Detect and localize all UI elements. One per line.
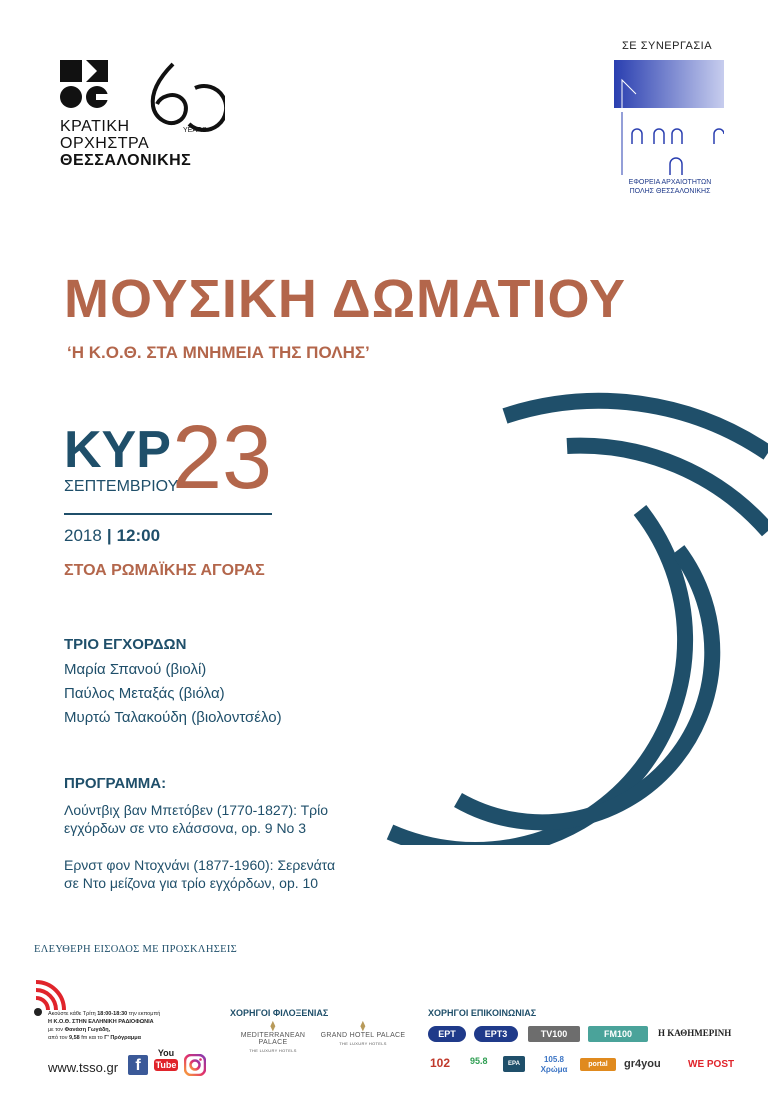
performer-3: Μυρτώ Ταλακούδη (βιολοντσέλο) xyxy=(64,709,282,726)
partner-label: ΣΕ ΣΥΝΕΡΓΑΣΙΑ xyxy=(622,40,713,52)
media-logo-kathimerini: Η ΚΑΘΗΜΕΡΙΝΗ xyxy=(658,1028,732,1038)
event-time: 12:00 xyxy=(116,526,161,545)
orchestra-name-line3: ΘΕΣΣΑΛΟΝΙΚΗΣ xyxy=(60,152,192,169)
performer-1: Μαρία Σπανού (βιολί) xyxy=(64,661,207,678)
hotel-grand-hotel-palace: ⧫ GRAND HOTEL PALACE THE LUXURY HOTELS xyxy=(318,1022,408,1046)
event-subtitle: ‘Η Κ.Ο.Θ. ΣΤΑ ΜΝΗΜΕΙΑ ΤΗΣ ΠΟΛΗΣ’ xyxy=(67,343,370,362)
performer-2: Παύλος Μεταξάς (βιόλα) xyxy=(64,685,225,702)
event-title: ΜΟΥΣΙΚΗ ΔΩΜΑΤΙΟΥ xyxy=(64,269,627,329)
media-logo-chroma: 105.8 Χρώμα xyxy=(540,1055,568,1074)
facebook-icon[interactable]: f xyxy=(128,1055,148,1075)
program-item1-line2: εγχόρδων σε ντο ελάσσονα, op. 9 No 3 xyxy=(64,820,307,836)
free-entry-note: ΕΛΕΥΘΕΡΗ ΕΙΣΟΔΟΣ ΜΕ ΠΡΟΣΚΛΗΣΕΙΣ xyxy=(34,944,238,955)
program-item1-line1: Λούντβιχ βαν Μπετόβεν (1770-1827): Τρίο xyxy=(64,802,329,818)
media-logo-gr4you: gr4you xyxy=(624,1058,661,1070)
media-logo-era: ΕΡΑ xyxy=(503,1056,525,1072)
youtube-icon[interactable]: You Tube xyxy=(155,1048,177,1070)
event-month: ΣΕΠΤΕΜΒΡΙΟΥ xyxy=(64,478,179,495)
orchestra-name-line1: ΚΡΑΤΙΚΗ xyxy=(60,118,130,135)
event-day: ΚΥΡ xyxy=(64,421,171,479)
hotel-mediterranean-palace: ⧫ MEDITERRANEAN PALACE THE LUXURY HOTELS xyxy=(228,1022,318,1053)
media-logo-fm100: FM100 xyxy=(588,1026,648,1042)
hotel-crest-icon: ⧫ xyxy=(360,1021,366,1032)
event-year: 2018 xyxy=(64,526,102,545)
date-divider xyxy=(64,513,272,515)
event-date-number: 23 xyxy=(172,408,273,508)
media-logo-wepost: WE POST xyxy=(688,1059,735,1070)
program-item2-line1: Ερνστ φον Ντοχνάνι (1877-1960): Σερενάτα xyxy=(64,857,336,873)
media-logo-958: 95.8 xyxy=(470,1056,488,1066)
instagram-icon[interactable] xyxy=(184,1054,206,1076)
radio-info: Ακούστε κάθε Τρίτη 18:00-18:30 την εκπομπή Η Κ.Ο.Θ. ΣΤΗΝ ΕΛΛΗΝΙΚΗ ΡΑΔΙΟΦΩΝΙΑ με τον Φανάση Γωγάδη, από τον 9,58 fm και το Γ' Πρόγραμμα xyxy=(48,1011,161,1041)
media-logo-tv100: TV100 xyxy=(528,1026,580,1042)
media-logo-portal: portal xyxy=(580,1058,616,1071)
orchestra-name-line2: ΟΡΧΗΣΤΡΑ xyxy=(60,135,150,152)
media-logo-102: 102 xyxy=(430,1056,451,1070)
hotel-crest-icon: ⧫ xyxy=(270,1021,276,1032)
partner-name-line1: ΕΦΟΡΕΙΑ ΑΡΧΑΙΟΤΗΤΩΝ xyxy=(628,179,712,186)
hospitality-sponsors-heading: ΧΟΡΗΓΟΙ ΦΙΛΟΞΕΝΙΑΣ xyxy=(230,1008,329,1018)
media-sponsors-heading: ΧΟΡΗΓΟΙ ΕΠΙΚΟΙΝΩΝΙΑΣ xyxy=(428,1008,537,1018)
event-venue: ΣΤΟΑ ΡΩΜΑΪΚΗΣ ΑΓΟΡΑΣ xyxy=(64,562,265,579)
sixty-years-icon xyxy=(145,58,225,138)
media-logo-ert3: ΕΡΤ3 xyxy=(474,1026,518,1042)
website-link[interactable]: www.tsso.gr xyxy=(48,1060,119,1075)
event-year-time xyxy=(64,526,160,546)
media-logo-ert: ΕΡΤ xyxy=(428,1026,466,1042)
partner-name-line2: ΠΟΛΗΣ ΘΕΣΣΑΛΟΝΙΚΗΣ xyxy=(629,188,711,195)
partner-name xyxy=(615,178,725,196)
performers-heading: ΤΡΙΟ ΕΓΧΟΡΔΩΝ xyxy=(64,636,187,653)
year-time-separator: | xyxy=(106,526,112,545)
program-item2-line2: σε Ντο μείζονα για τρίο εγχόρδων, op. 10 xyxy=(64,875,319,891)
koth-logo-icon xyxy=(60,60,108,108)
anniversary-label: YEARS xyxy=(183,127,207,134)
ephorate-monument-icon xyxy=(614,60,724,175)
program-heading: ΠΡΟΓΡΑΜΜΑ: xyxy=(64,775,167,792)
decorative-arcs-icon xyxy=(380,385,768,845)
